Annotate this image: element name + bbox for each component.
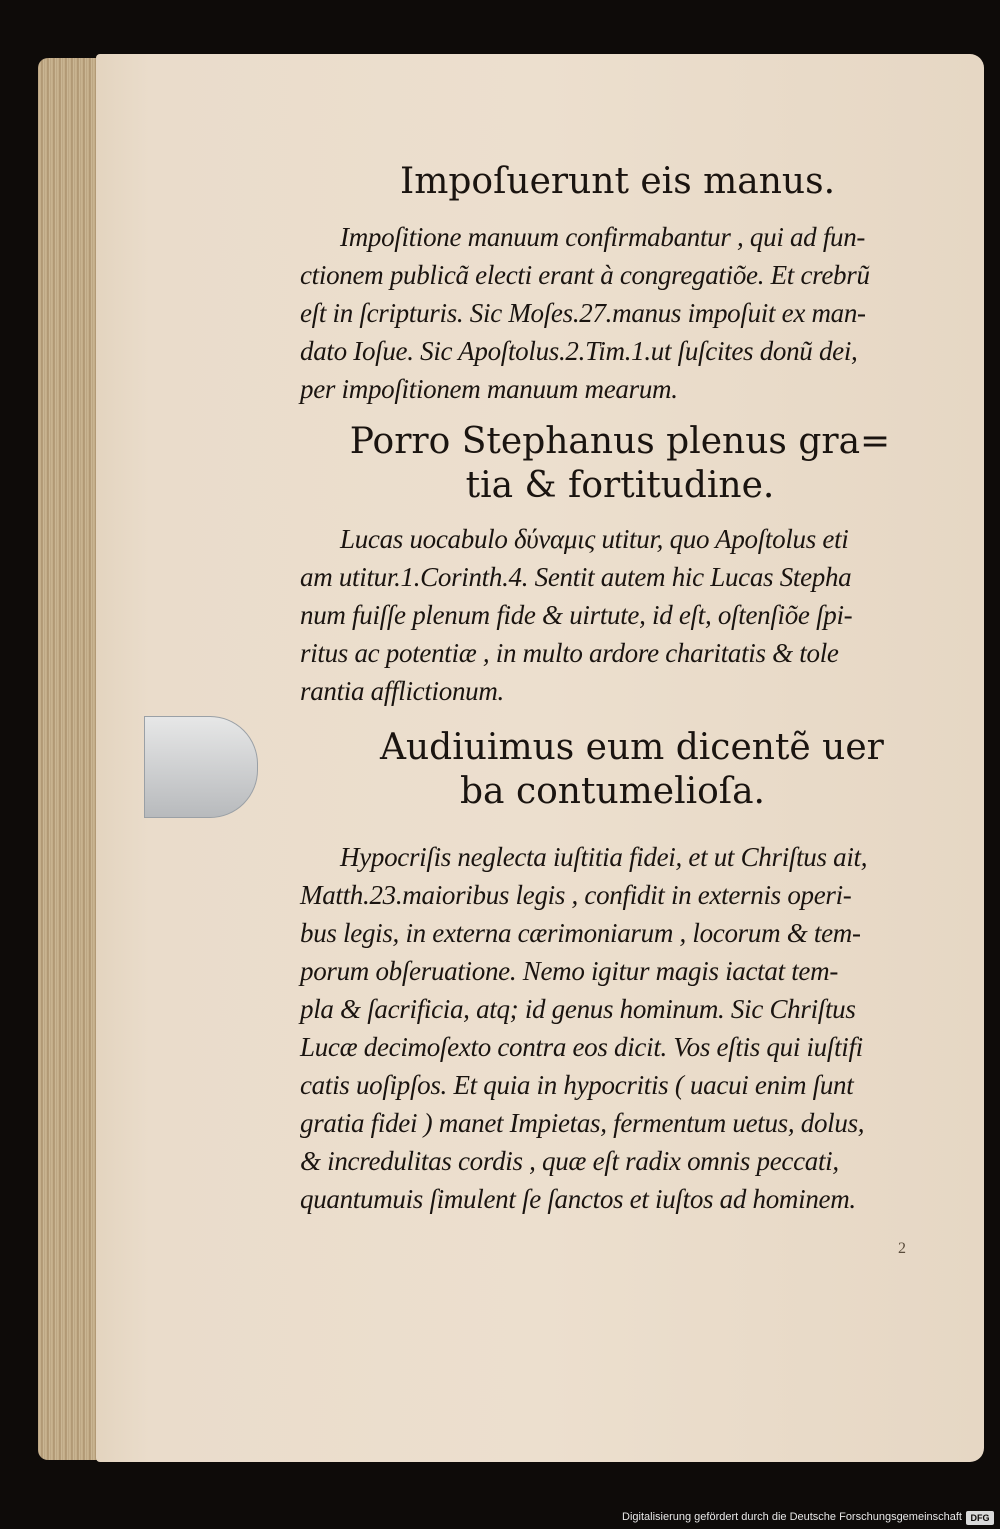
footer-bar bbox=[0, 1508, 1000, 1529]
text-line: porum obſeruatione. Nemo igitur magis iactat tem- bbox=[300, 956, 839, 986]
text-line: catis uoſipſos. Et quia in hypocritis ( uacui enim ſunt bbox=[300, 1070, 854, 1100]
text-line: Hypocriſis neglecta iuſtitia fidei, et ut Chriſtus ait, bbox=[340, 842, 868, 872]
text-line: ritus ac potentiæ , in multo ardore charitatis & tole bbox=[300, 638, 839, 668]
text-line: ctionem publicã electi erant à congregatiõe. Et crebrũ bbox=[300, 260, 870, 290]
text-line: Lucas uocabulo δύναμις utitur, quo Apoſtolus eti bbox=[340, 524, 849, 554]
dfg-logo: DFG bbox=[966, 1511, 994, 1525]
text-block bbox=[300, 160, 940, 1218]
text-line: rantia afflictionum. bbox=[300, 676, 505, 706]
text-line: Matth.23.maioribus legis , confidit in externis operi- bbox=[300, 880, 852, 910]
heading-porro-stephanus bbox=[300, 420, 940, 508]
heading-line: Porro Stephanus plenus gra= bbox=[349, 421, 891, 462]
text-line: am utitur.1.Corinth.4. Sentit autem hic Lucas Stepha bbox=[300, 562, 852, 592]
paragraph-1 bbox=[300, 218, 940, 408]
page-clip bbox=[144, 716, 258, 818]
text-line: & incredulitas cordis , quæ eſt radix omnis peccati, bbox=[300, 1146, 839, 1176]
text-line: dato Ioſue. Sic Apoſtolus.2.Tim.1.ut ſuſcites donũ dei, bbox=[300, 336, 858, 366]
text-line: eſt in ſcripturis. Sic Moſes.27.manus impoſuit ex man- bbox=[300, 298, 866, 328]
heading-imposuerunt: Impoſuerunt eis manus. bbox=[400, 161, 836, 202]
text-line: per impoſitionem manuum mearum. bbox=[300, 374, 678, 404]
text-line: pla & ſacrificia, atq; id genus hominum. Sic Chriſtus bbox=[300, 994, 856, 1024]
text-line: bus legis, in externa cærimoniarum , locorum & tem- bbox=[300, 918, 861, 948]
heading-line: ba contumelioſa. bbox=[460, 771, 765, 812]
paragraph-2 bbox=[300, 520, 940, 710]
text-line: Impoſitione manuum confirmabantur , qui ad fun- bbox=[340, 222, 866, 252]
text-line: Lucæ decimoſexto contra eos dicit. Vos eſtis qui iuſtifi bbox=[300, 1032, 863, 1062]
heading-line: tia & fortitudine. bbox=[465, 465, 775, 506]
paragraph-3 bbox=[300, 838, 940, 1218]
footer-credit: Digitalisierung gefördert durch die Deutsche Forschungsgemeinschaft bbox=[622, 1511, 962, 1523]
text-line: gratia fidei ) manet Impietas, fermentum uetus, dolus, bbox=[300, 1108, 865, 1138]
text-line: num fuiſſe plenum fide & uirtute, id eſt, oſtenſiõe ſpi- bbox=[300, 600, 853, 630]
signature-mark: 2 bbox=[898, 1240, 906, 1257]
heading-audiuimus bbox=[300, 726, 940, 814]
heading-line: Audiuimus eum dicentẽ uer bbox=[380, 727, 884, 768]
text-line: quantumuis ſimulent ſe ſanctos et iuſtos ad hominem. bbox=[300, 1184, 856, 1214]
